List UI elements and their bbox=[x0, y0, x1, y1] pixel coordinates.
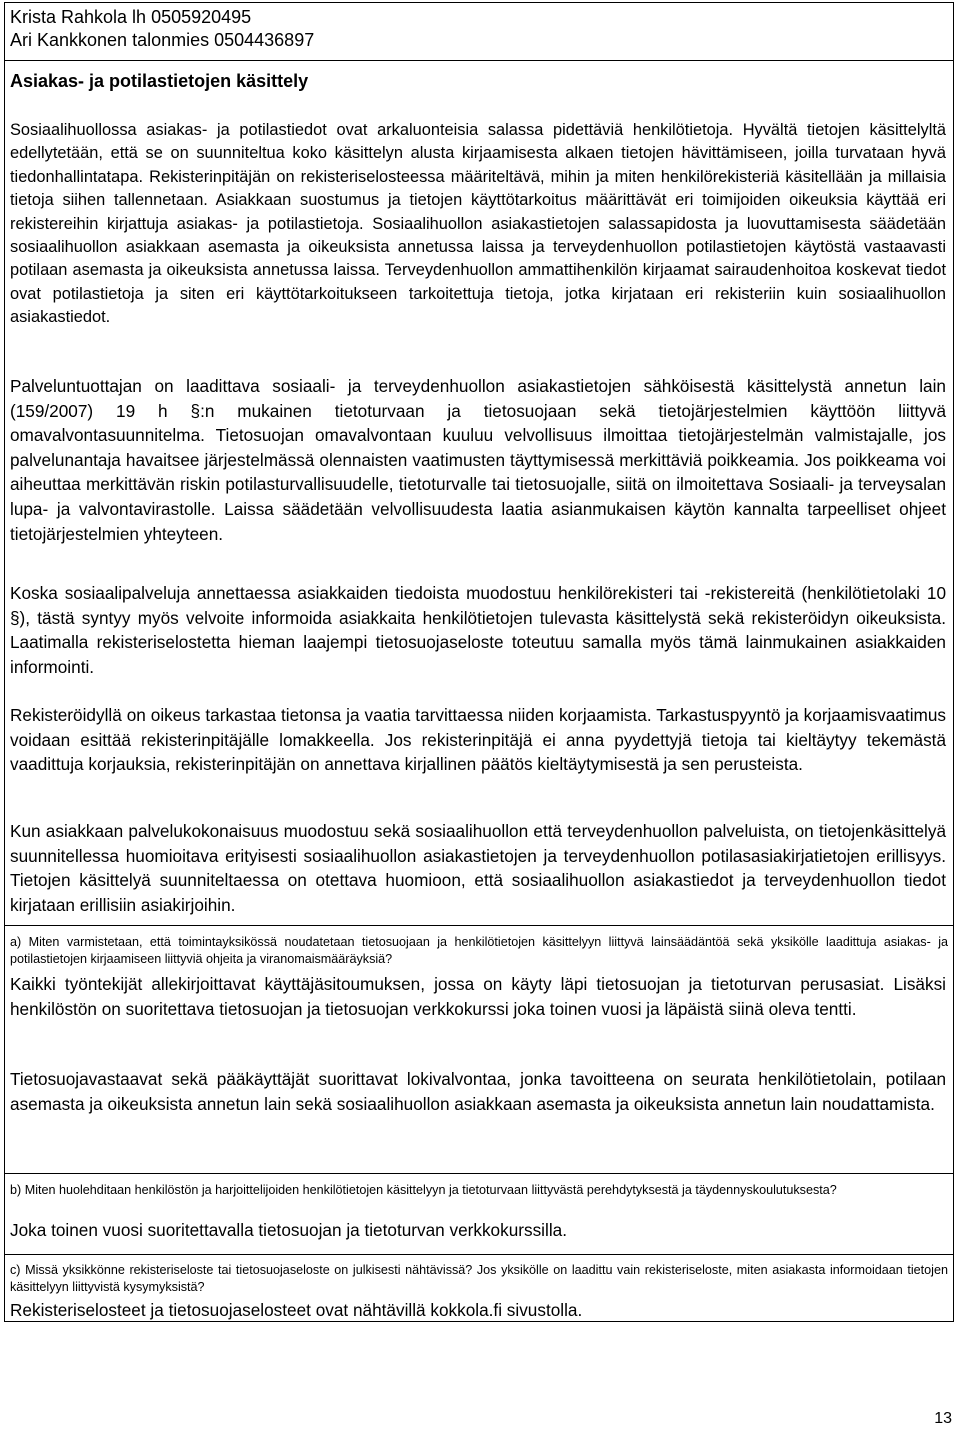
paragraph-records-handling: Sosiaalihuollossa asiakas- ja potilastiedot ovat arkaluonteisia salassa pidettäviä henkilötietoja. Hyvältä tietojen käsittelyltä edellytetään, että se on suunniteltua koko käsittelyn alusta kirjaamisesta alkaen tietojen hävittämiseen, joilla turvataan hyvä tiedonhallintatapa. Rekisterinpitäjän on rekisteriselosteessa määriteltävä, mihin ja miten henkilörekisteriä käsitellään ja millaisia tietoja siihen tallennetaan. Asiakkaan suostumus ja tietojen käyttötarkoitus määrittävät eri toimijoiden oikeuksia käyttää eri rekistereihin kirjattuja asiakas- ja potilastietoja. Sosiaalihuollon asiakastietojen salassapidosta ja luovuttamisesta säädetään sosiaalihuollon asiakkaan asemasta ja oikeuksista annetussa laissa ja terveydenhuollon potilastietojen käytöstä vastaavasti potilaan asemasta ja oikeuksista annetussa laissa. Terveydenhuollon ammattihenkilön kirjaamat sairaudenhoitoa koskevat tiedot ovat potilastietoja ja siten eri käyttötarkoitukseen tarkoitettuja tietoja, jotka kirjataan eri rekisteriin kuin sosiaalihuollon asiakastiedot. bbox=[10, 121, 946, 327]
question-a: a) Miten varmistetaan, että toimintayksikössä noudatetaan tietosuojaan ja henkilötietojen käsittelyyn liittyvä lainsäädäntöä sekä yksikölle laadittuja asiakas- ja potilastietojen kirjaamiseen liittyviä ohjeita ja viranomaismääräyksiä? bbox=[10, 935, 948, 966]
answer-a-part-2: Tietosuojavastaavat sekä pääkäyttäjät suorittavat lokivalvontaa, jonka tavoitteena on seurata henkilötietolain, potilaan asemasta ja oikeuksista annetun lain sekä sosiaalihuollon asiakkaan asemasta ja oikeuksista annetun lain noudattamista. bbox=[10, 1069, 946, 1114]
contact-divider bbox=[4, 60, 954, 61]
question-c-divider bbox=[4, 1254, 954, 1255]
answer-c: Rekisteriselosteet ja tietosuojaselosteet ovat nähtävillä kokkola.fi sivustolla. bbox=[10, 1300, 583, 1320]
contact-line-2: Ari Kankkonen talonmies 0504436897 bbox=[10, 30, 315, 50]
answer-a-part-1: Kaikki työntekijät allekirjoittavat käyttäjäsitoumuksen, jossa on käyty läpi tietosuojan ja tietoturvan perusasiat. Lisäksi henkilöstön on suoritettava tietosuojan ja tietosuojan verkkokurssi joka toinen vuosi ja läpäistä siinä oleva tentti. bbox=[10, 974, 946, 1019]
question-a-divider bbox=[4, 925, 954, 926]
question-b: b) Miten huolehditaan henkilöstön ja harjoittelijoiden henkilötietojen käsittelyyn ja tietoturvaan liittyvästä perehdytyksestä ja täydennyskoulutuksesta? bbox=[10, 1183, 837, 1197]
question-b-divider bbox=[4, 1173, 954, 1174]
question-c: c) Missä yksikkönne rekisteriseloste tai tietosuojaseloste on julkisesti nähtävissä? Jos yksikölle on laadittu vain rekisteriseloste, miten asiakasta informoidaan tietojen käsittelyyn liittyvistä kysymyksistä? bbox=[10, 1263, 948, 1294]
paragraph-right-to-inspect: Rekisteröidyllä on oikeus tarkastaa tietonsa ja vaatia tarvittaessa niiden korjaamista. Tarkastuspyyntö ja korjaamisvaatimus voidaan esittää rekisterinpitäjälle lomakkeella. Jos rekisterinpitäjä ei anna pyydettyjä tietoja tai kieltäytyy tekemästä vaadittuja korjauksia, rekisterinpitäjän on annettava kirjallinen päätös kieltäytymisestä ja sen perusteista. bbox=[10, 705, 946, 775]
paragraph-separate-records: Kun asiakkaan palvelukokonaisuus muodostuu sekä sosiaalihuollon että terveydenhuollon palveluista, on tietojenkäsittelyä suunnitellessa huomioitava erityisesti sosiaalihuollon asiakastietojen ja terveydenhuollon potilasasiakirjatietojen erillisyys. Tietojen käsittelyä suunniteltaessa on otettava huomioon, että sosiaalihuollon asiakastiedot ja terveydenhuollon tiedot kirjataan erillisiin asiakirjoihin. bbox=[10, 821, 946, 915]
paragraph-informing-clients: Koska sosiaalipalveluja annettaessa asiakkaiden tiedoista muodostuu henkilörekisteri tai -rekistereitä (henkilötietolaki 10 §), tästä syntyy myös velvoite informoida asiakkaita henkilötietojen tulevasta käsittelystä sekä rekisteröidyn oikeuksista. Laatimalla rekisteriselostetta hieman laajempi tietosuojaseloste toteutuu samalla myös tämä lainmukainen asiakkaiden informointi. bbox=[10, 583, 946, 677]
section-title: Asiakas- ja potilastietojen käsittely bbox=[10, 71, 309, 91]
contact-line-1: Krista Rahkola lh 0505920495 bbox=[10, 7, 252, 27]
paragraph-self-monitoring-plan: Palveluntuottajan on laadittava sosiaali- ja terveydenhuollon asiakastietojen sähköisestä käsittelystä annetun lain (159/2007) 19 h §:n mukainen tietoturvaan ja tietosuojaan sekä tietojärjestelmien käyttöön liittyvä omavalvontasuunnitelma. Tietosuojan omavalvontaan kuuluu velvollisuus ilmoittaa tietojärjestelmän valmistajalle, jos palvelunantaja havaitsee järjestelmässä olennaisten vaatimusten täyttymisessä merkittäviä poikkeamia. Jos poikkeama voi aiheuttaa merkittävän riskin potilasturvallisuudelle, tietoturvalle tai tietosuojalle, siitä on ilmoitettava Sosiaali- ja terveysalan lupa- ja valvontavirastolle. Laissa säädetään velvollisuudesta laatia asianmukaisen käytön kannalta tarpeelliset ohjeet tietojärjestelmien yhteyteen. bbox=[10, 376, 946, 544]
answer-b: Joka toinen vuosi suoritettavalla tietosuojan ja tietoturvan verkkokurssilla. bbox=[10, 1220, 567, 1240]
page-number: 13 bbox=[934, 1410, 952, 1427]
